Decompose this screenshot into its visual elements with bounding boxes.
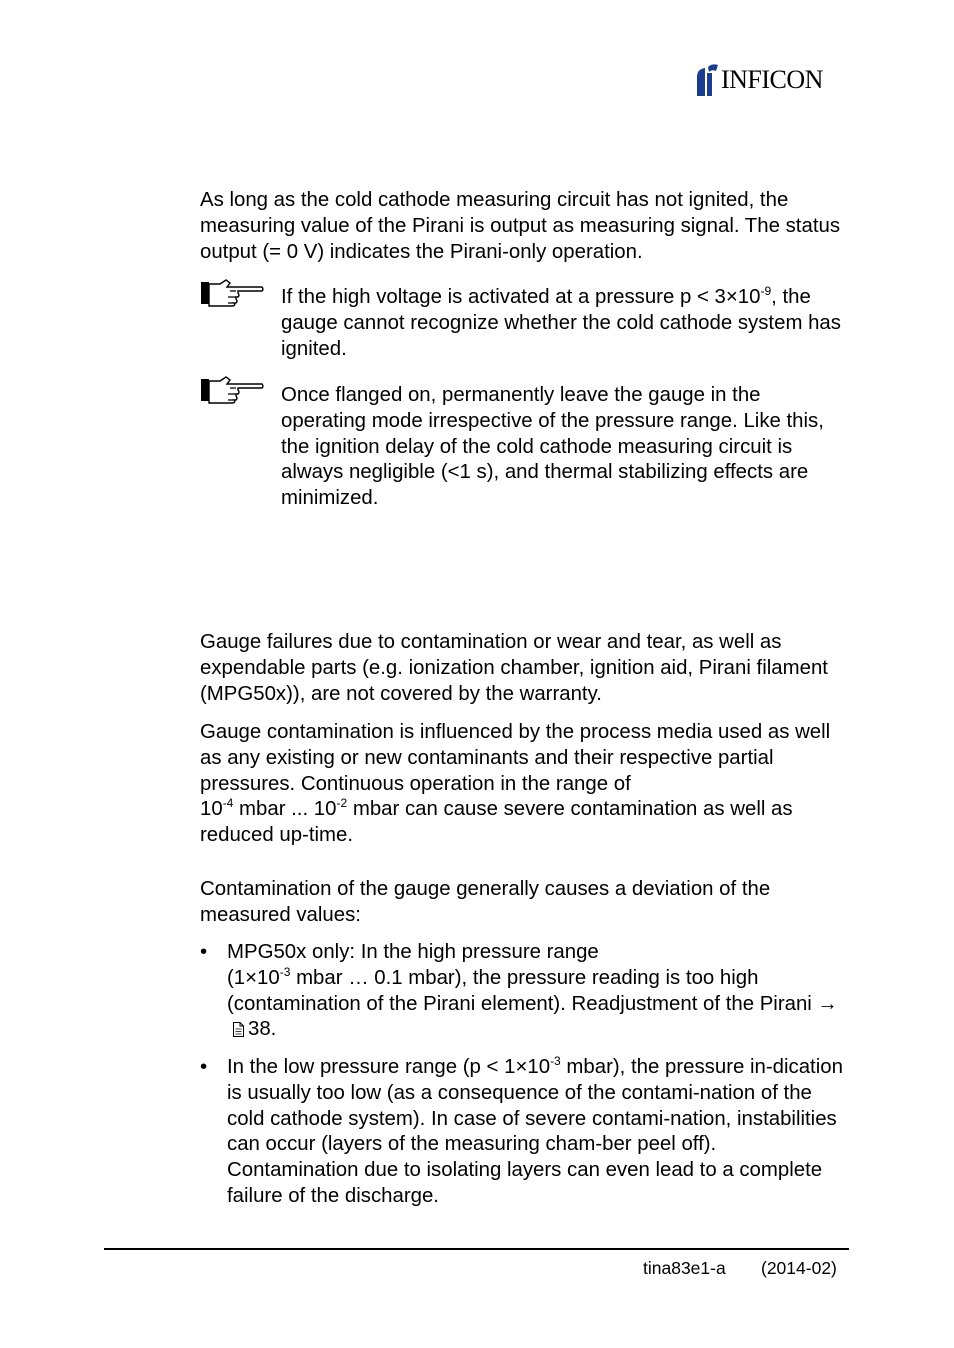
bullet-high-pressure-post: mbar … 0.1 mbar), the pressure reading is too high (contamination of the Pirani element). Readjustment of the Pirani	[227, 966, 818, 1015]
paragraph-pirani-output: As long as the cold cathode measuring circuit has not ignited, the measuring value of the Pirani is output as measuring signal. The status output (= 0 V) indicates the Pirani-only operation.	[200, 189, 841, 263]
page-reference-link[interactable]: 38.	[248, 1018, 277, 1041]
paragraph-contamination-influence	[200, 720, 850, 849]
footer-date: (2014-02)	[761, 1258, 837, 1278]
pointing-hand-icon	[200, 279, 264, 307]
bullet-high-pressure-exp: -3	[279, 964, 291, 979]
inficon-logo-icon	[694, 63, 720, 97]
bullet-high-pressure-line1: MPG50x only: In the high pressure range	[227, 941, 599, 963]
bullet-marker: •	[200, 1056, 208, 1078]
note-high-voltage	[281, 285, 851, 362]
bullet-high-pressure	[227, 940, 847, 1043]
bullet-marker: •	[200, 941, 208, 963]
bullet-high-pressure-pre: (1×10	[227, 966, 280, 989]
contamination-text-post: mbar can cause severe contamination as well as reduced up-time.	[200, 798, 793, 847]
contamination-range-exp2: -2	[336, 796, 348, 811]
paragraph-deviation: Contamination of the gauge generally causes a deviation of the measured values:	[200, 878, 771, 926]
paragraph-warranty: Gauge failures due to contamination or wear and tear, as well as expendable parts (e.g. ionization chamber, ignition aid, Pirani filament (MPG50x)), are not covered by the warranty.	[200, 631, 828, 705]
note-flanged-operation: Once flanged on, permanently leave the gauge in the operating mode irrespective of the pressure range. Like this, the ignition delay of the cold cathode measuring circuit is always negligible (<1 s), and thermal stabilizing effects are minimized.	[281, 384, 824, 510]
logo-text: INFICON	[721, 65, 823, 94]
contamination-text-a: Gauge contamination is influenced by the process media used as well as any existing or new contaminants and their respective partial pressures. Continuous operation in the range of	[200, 721, 831, 795]
footer-document-id: tina83e1-a	[643, 1258, 726, 1278]
note-high-voltage-post: , the gauge cannot recognize whether the cold cathode system has ignited.	[281, 286, 841, 360]
contamination-range-mid: mbar ... 10	[233, 798, 337, 821]
bullet-low-pressure-exp: -3	[550, 1054, 561, 1068]
inficon-logo	[694, 63, 846, 97]
note-high-voltage-pre: If the high voltage is activated at a pressure p < 3×10	[281, 286, 761, 308]
bullet-low-pressure	[227, 1055, 847, 1210]
footer-rule	[104, 1248, 849, 1250]
note-high-voltage-exponent: -9	[760, 284, 772, 298]
contamination-range-base: 10	[200, 798, 223, 821]
contamination-range-exp1: -4	[222, 796, 234, 811]
right-arrow: →	[817, 992, 838, 1015]
page-reference-icon	[233, 1022, 244, 1037]
bullet-low-pressure-post: mbar), the pressure in-dication is usually too low (as a consequence of the contami-nation of the cold cathode system). In case of severe contami-nation, instabilities can occur (layers of the measuring cham-ber peel off). Contamination due to isolating layers can even lead to a complete failure of the discharge.	[227, 1056, 843, 1207]
pointing-hand-icon	[200, 376, 264, 404]
bullet-low-pressure-pre: In the low pressure range (p < 1×10	[227, 1056, 551, 1078]
